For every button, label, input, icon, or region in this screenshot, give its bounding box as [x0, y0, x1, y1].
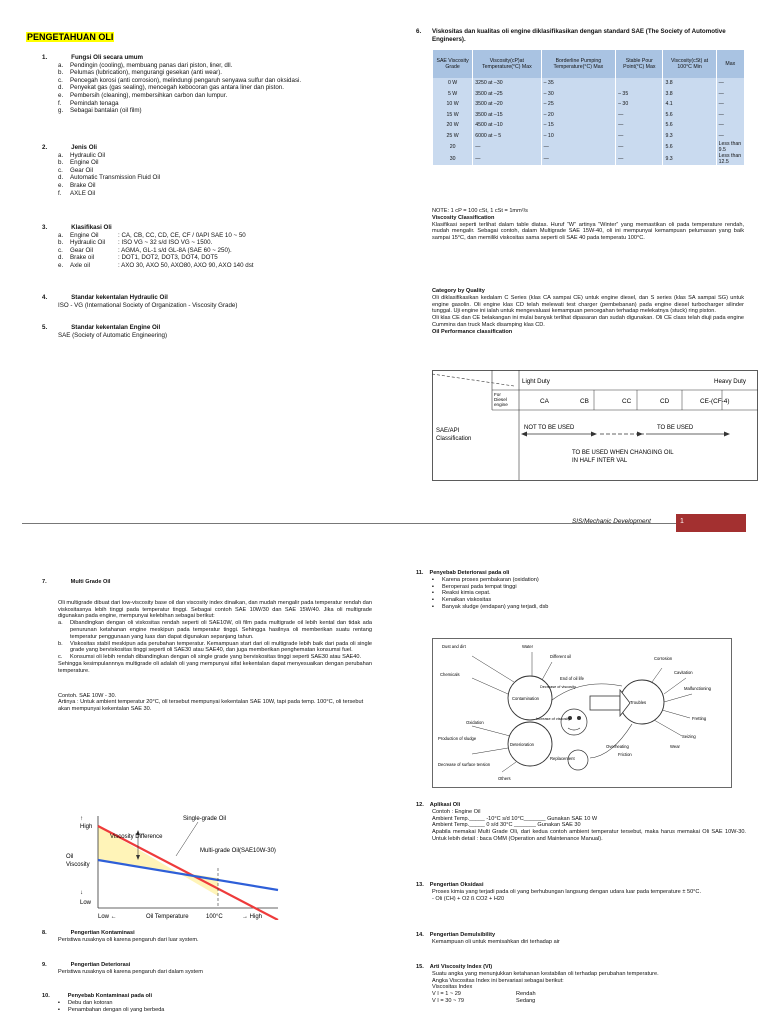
section-number: 9.	[42, 962, 47, 968]
list-value: : ISO VG ~ 32 s/d ISO VG ~ 1500.	[118, 239, 213, 247]
table-cell: 9.3	[663, 153, 716, 165]
vi-row	[432, 998, 746, 1005]
list-marker: f.	[58, 99, 62, 107]
table-cell: Less than 9.5	[716, 141, 744, 153]
oil-drop-icon	[561, 709, 587, 735]
list-value: : AGMA, GL-1 s/d GL-8A (SAE 60 ~ 250).	[118, 246, 232, 254]
y-axis-up-arrow: ↑	[80, 816, 83, 822]
table-cell: 20	[433, 141, 473, 153]
list-text: Pendingin (cooling), membuang panas dari piston, liner, dll.	[70, 61, 233, 69]
list-label: Engine Oil	[70, 231, 99, 239]
table-cell: —	[616, 110, 663, 121]
table-cell: 3.8	[663, 78, 716, 89]
vi-level: Rendah	[516, 991, 536, 998]
table-row	[433, 153, 745, 165]
list-value: : AXO 30, AXO 50, AXO80, AXO 90, AXO 140 dst	[118, 261, 254, 269]
section-number: 12.	[416, 802, 424, 808]
section-heading: Pengertian Oksidasi	[429, 882, 484, 888]
section-3	[42, 224, 372, 270]
section-heading: Pengertian Demulsibility	[429, 932, 496, 938]
end-of-oil-life-label: End of oil life	[560, 676, 584, 681]
table-cell: —	[541, 141, 616, 153]
corrosion-label: Corrosion	[654, 656, 673, 661]
section-9	[42, 962, 372, 976]
list-marker: d.	[58, 174, 64, 182]
list-text: Pemindah tenaga	[70, 99, 119, 107]
wear-label: Wear	[670, 744, 680, 749]
section-6	[416, 28, 742, 43]
section-number: 3.	[42, 224, 48, 231]
vi-table	[432, 991, 746, 1005]
replacement-label: Replacement	[550, 756, 575, 761]
multigrade-viscosity-chart	[58, 808, 288, 920]
list-item	[432, 577, 746, 584]
list-value: : CA, CB, CC, CD, CE, CF / 0API SAE 10 ~ 50	[118, 231, 246, 239]
list-item	[432, 604, 746, 611]
section-14	[416, 932, 746, 946]
section-body: Peristiwa rusaknya oli karena pengaruh dari dalam system	[58, 968, 203, 975]
list-text: Viskositas stabil meskipun ada perubahan temperatur. Kemampuan start dari oli multigrade lebih baik dari pada oli single grade yang berviskositas tinggi seperti oli SAE30 atau SAE40, dan juga memberikan penghematan konsumsi fuel.	[70, 640, 372, 654]
table-cell: —	[616, 153, 663, 165]
example-text: Artinya : Untuk ambient temperatur 20°C, oli tersebut mempunyai kekentalan SAE 10W, tapi pada temp. 100°C, oli tersebut akan mempunyai kekentalan SAE 30.	[58, 699, 364, 713]
list-label: Brake oil	[70, 254, 95, 262]
to-be-used-label: TO BE USED	[657, 425, 694, 431]
vi-row	[432, 991, 746, 998]
sae-viscosity-table	[432, 50, 744, 165]
table-cell: —	[616, 120, 663, 131]
table-header-row	[433, 50, 745, 78]
list-marker: a.	[58, 620, 63, 627]
footer-page-number: 1	[680, 518, 684, 525]
list-marker: e.	[58, 261, 64, 269]
list-item	[432, 597, 746, 604]
section-heading: Standar kekentalan Hydraulic Oil	[71, 294, 168, 301]
list-item	[58, 654, 372, 661]
bullet-icon: ▪	[432, 603, 434, 610]
table-cell: —	[716, 89, 744, 100]
table-cell: —	[541, 153, 616, 165]
section-heading: Arti Viscosity Index (VI)	[429, 964, 493, 970]
list-text: Brake Oil	[70, 181, 96, 189]
list-item	[58, 100, 372, 108]
subheading: Oil Performance classification	[432, 328, 513, 335]
table-cell: 4500 at –10	[473, 120, 541, 131]
list-item	[58, 641, 372, 655]
section-body: Peristiwa rusaknya oli karena pengaruh dari luar system.	[58, 936, 199, 943]
section-body: SAE (Society of Automatic Engineering)	[58, 331, 168, 339]
list-text: Penyekat gas (gas sealing), mencegah kebocoran gas antara liner dan piston.	[70, 84, 284, 92]
section-heading: Aplikasi Oli	[429, 802, 461, 808]
api-class-ca: CA	[540, 398, 549, 405]
list-item	[58, 1007, 372, 1014]
list-marker: c.	[58, 76, 63, 84]
formula: - Oli (CH) + O2 ß CO2 + H20	[432, 895, 505, 902]
table-cell: 4.1	[663, 99, 716, 110]
table-cell: 5.6	[663, 110, 716, 121]
multi-grade-label: Multi-grade Oil(SAE10W-30)	[200, 848, 276, 854]
table-cell: – 35	[541, 78, 616, 89]
section-13	[416, 882, 746, 902]
table-cell: Less than 12.5	[716, 153, 744, 165]
decrease-viscosity-label: Decrease of viscosity	[540, 685, 576, 689]
dust-label: Dust and dirt	[442, 644, 466, 649]
table-cell: 30	[433, 153, 473, 165]
category-by-quality	[432, 288, 744, 336]
table-row	[433, 131, 745, 142]
list-item	[58, 620, 372, 640]
water-label: Water	[522, 644, 534, 649]
list-marker: d.	[58, 254, 64, 262]
heavy-duty-label: Heavy Duty	[714, 378, 746, 385]
section-10	[42, 993, 372, 1013]
list-marker: d.	[58, 84, 64, 92]
table-cell: – 30	[616, 99, 663, 110]
api-class-cd: CD	[660, 398, 670, 405]
section-list	[58, 620, 372, 661]
list-text: Konsumsi oli lebih rendah dibandingkan dengan oli single grade yang berviskositas tinggi seperti SAE30 atau SAE40.	[70, 654, 362, 661]
table-cell: —	[716, 120, 744, 131]
example-line: Ambient Temp._____ 0 s/d 30°C _______ Gunakan SAE 30	[432, 822, 581, 829]
list-text: Banyak sludge (endapan) yang terjadi, dsb	[442, 603, 549, 610]
y-axis-label-line1: Oil	[66, 854, 74, 860]
list-item	[432, 584, 746, 591]
list-marker: b.	[58, 159, 64, 167]
section-heading: Viskositas dan kualitas oli engine diklasifikasikan dengan standard SAE (The Society of Automotive Engineers).	[432, 28, 726, 43]
table-header-cell: Max	[716, 50, 744, 78]
table-row	[433, 110, 745, 121]
paragraph: Klasifikasi seperti terlihat dalam table diatas. Huruf “W” artinya “Winter” yang memastikan oli pada temperature rendah, mudah mengalir. Sebagai contoh, dalam Multigrade SAE 15W-40, oli ini mempunyai kemampuan pelumasan yang baik sampai 15°C, dan memiliki viskositas sama seperti oli SAE 40 pada temperatu 100°C.	[432, 221, 744, 242]
vi-range: V I = 30 ~ 79	[432, 997, 465, 1004]
multi-grade-line	[98, 860, 278, 890]
y-axis-high-label: High	[80, 824, 93, 830]
chemicals-label: Chemicals	[440, 672, 460, 677]
oxidation-label: Oxidation	[466, 720, 484, 725]
section-heading: Klasifikasi Oli	[71, 224, 112, 231]
section-heading: Penyebab Kontaminasi pada oli	[67, 993, 153, 999]
list-text: Hydraulic Oil	[70, 151, 106, 159]
table-cell: – 25	[541, 99, 616, 110]
section-number: 5.	[42, 324, 48, 331]
table-cell: 6000 at – 5	[473, 131, 541, 142]
list-value: : DOT1, DOT2, DOT3, DOT4, DOT5	[118, 254, 218, 262]
table-cell: – 20	[541, 110, 616, 121]
example-line: Contoh : Engine Oil	[432, 808, 481, 815]
list-text: Penambahan dengan oli yang berbeda	[68, 1006, 165, 1013]
table-body	[433, 78, 745, 165]
table-cell: 3.8	[663, 89, 716, 100]
table-cell: 3500 at –15	[473, 110, 541, 121]
list-item	[58, 152, 372, 160]
section-number: 11.	[416, 570, 424, 576]
bullet-icon: ▪	[432, 597, 434, 604]
y-axis-low-label: Low	[80, 900, 92, 906]
section-number: 2.	[42, 144, 48, 151]
table-header-cell: Borderline Pumping Temperature(°C) Max	[541, 50, 616, 78]
list-text: Sebagai bantalan (oil film)	[70, 107, 142, 115]
contamination-label: Contamination	[512, 696, 540, 701]
list-item	[58, 69, 372, 77]
x-axis-low-label: Low ←	[98, 914, 117, 920]
table-cell: 3500 at –25	[473, 89, 541, 100]
table-cell: —	[716, 131, 744, 142]
section-number: 15.	[416, 964, 424, 970]
list-marker: b.	[58, 69, 64, 77]
section-heading: Standar kekentalan Engine Oil	[71, 324, 161, 331]
malfunctioning-label: Malfunctioning	[684, 686, 712, 691]
section-heading: Pengertian Kontaminasi	[70, 930, 135, 936]
section-8	[42, 930, 372, 944]
list-item	[58, 174, 372, 182]
list-item	[58, 84, 372, 92]
vi-level: Sedang	[516, 997, 536, 1004]
table-cell: —	[473, 141, 541, 153]
footer-text: SIS/Mechanic Development	[572, 518, 651, 525]
section-body: ISO - VG (International Society of Organization - Viscosity Grade)	[58, 301, 238, 309]
table-header-cell: Viscosity(cP)at Temperature(°C) Max	[473, 50, 541, 78]
section-number: 4.	[42, 294, 48, 301]
table-cell: 3500 at –20	[473, 99, 541, 110]
table-cell: 25 W	[433, 131, 473, 142]
production-sludge-label: Production of sludge	[438, 736, 477, 741]
deterioration-label: Deterioration	[510, 742, 534, 747]
list-text: Karena proses pembakaran (oxidation)	[442, 576, 539, 583]
footer-page-box	[676, 514, 746, 532]
list-item	[58, 254, 372, 262]
api-class-ce-cf-4-: CE-(CF-4)	[700, 398, 730, 405]
list-text: AXLE Oil	[70, 189, 96, 197]
list-item	[58, 107, 372, 115]
section-list	[58, 152, 372, 198]
section-11	[416, 570, 746, 611]
list-text: Reaksi kimia cepat.	[442, 590, 491, 597]
sae-api-label: SAE/API Classification	[436, 428, 472, 442]
paragraph: Oli klas CE dan CE belakangan ini mulai banyak terlihat dipasaran dan sudah digunakan. Oli CE class telah diuji pada engine Cummins dan truck Mack disamping klas CD.	[432, 315, 744, 328]
table-note: NOTE: 1 cP = 100 cSt, 1 cSt = 1mm²/s	[432, 208, 528, 214]
list-label: Hydraulic Oil	[70, 239, 106, 247]
table-row	[433, 78, 745, 89]
table-cell: 5 W	[433, 89, 473, 100]
table-cell: —	[716, 78, 744, 89]
table-cell: 20 W	[433, 120, 473, 131]
list-marker: a.	[58, 151, 64, 159]
table-cell: —	[716, 99, 744, 110]
list-text: Debu dan kotoran	[68, 999, 113, 1006]
single-grade-line	[98, 826, 278, 920]
list-text: Beroperasi pada tempat tinggi	[442, 583, 517, 590]
section-number: 6.	[416, 28, 422, 35]
section-number: 8.	[42, 930, 47, 936]
list-item	[58, 92, 372, 100]
bullet-icon: ▪	[432, 590, 434, 597]
table-cell: 15 W	[433, 110, 473, 121]
list-item	[58, 167, 372, 175]
list-marker: a.	[58, 61, 64, 69]
paragraph: Suatu angka yang menunjukkan ketahanan kestabilan oli terhadap perubahan temperature.	[432, 970, 659, 977]
list-marker: f.	[58, 189, 62, 197]
fretting-label: Fretting	[692, 716, 707, 721]
x-axis-label: Oil Temperature	[146, 914, 189, 920]
list-marker: c.	[58, 654, 63, 661]
section-heading: Jenis Oli	[71, 144, 97, 151]
section-number: 10.	[42, 993, 50, 999]
section-5	[42, 324, 372, 339]
table-cell: 3250 at –30	[473, 78, 541, 89]
page-title: PENGETAHUAN OLI	[27, 32, 114, 42]
list-marker: g.	[58, 107, 64, 115]
cavitation-label: Cavitation	[674, 670, 693, 675]
table-header-cell: Stable Pour Point(°C) Max	[616, 50, 663, 78]
overheating-label: Overheating	[606, 744, 629, 749]
x-axis-100c-label: 100°C	[206, 914, 223, 920]
bullet-icon: ▪	[58, 1006, 60, 1013]
table-cell: – 10	[541, 131, 616, 142]
list-item	[58, 239, 372, 247]
list-text: Pencegah korosi (anti corrosion), melindungi pengaruh senyawa sulfur dan oksidasi.	[70, 76, 302, 84]
viscosity-difference-label: Viscosity Difference	[110, 834, 163, 840]
section-number: 14.	[416, 932, 424, 938]
table-header-cell: Viscosity(cSt) at 100°C Min	[663, 50, 716, 78]
paragraph: Oli multigrade dibuat dari low-viscosity base oil dan viscosity index dinaikan, dan mudah mengalir pada temperatur rendah dan viskositasnya lebih tinggi pada temperatur tinggi. Sebagai contoh SAE 10W/30 dan SAE 15W/40. Jika oli multigrade digunakan pada engine, mempunyai kelebihan sebagai berikut:	[58, 599, 372, 620]
list-item	[58, 1000, 372, 1007]
list-text: Automatic Transmission Fluid Oil	[70, 174, 161, 182]
seizing-label: Seizing	[682, 734, 696, 739]
decrease-surface-tension-label: Decrease of surface tension	[438, 762, 491, 767]
table-cell: —	[473, 153, 541, 165]
bullet-icon: ▪	[58, 999, 60, 1006]
list-marker: e.	[58, 181, 64, 189]
oil-performance-diagram	[432, 370, 758, 482]
viscosity-classification	[432, 208, 744, 242]
list-item	[58, 182, 372, 190]
list-text: Pembersih (cleaning), membersihkan carbon dan lumpur.	[70, 91, 228, 99]
table-cell: 10 W	[433, 99, 473, 110]
paragraph: Sehingga kesimpulannnya multigrade oli adalah oli yang mempunyai sifat kekentalan dapat menyesuaikan dengan perubahan temperature.	[58, 660, 372, 674]
section-heading: Penyebab Deteriorasi pada oli	[429, 570, 510, 576]
table-cell: – 15	[541, 120, 616, 131]
bullet-icon: ▪	[432, 576, 434, 583]
y-axis-label-line2: Viscosity	[66, 862, 90, 868]
paragraph: Angka Viscositas Index ini bervariasi sebagai berikut:	[432, 977, 564, 984]
table-cell: —	[616, 141, 663, 153]
troubles-label: Troubles	[630, 700, 647, 705]
changing-oil-label: TO BE USED WHEN CHANGING OIL IN HALF INTER VAL	[572, 450, 674, 464]
table-header-cell: SAE Viscosity Grade	[433, 50, 473, 78]
paragraph: Oli diklasifikasikan kedalam C Series (klas CA sampai CE) untuk engine diesel, dan S series (klas SA sampai SG) untuk engine gasolin. Oli engine klas CD telah melewati test charger (pembebanan) pada engine diesel turbocharger silinder tunggal. Uji engine ini ialah untuk mengevaluasi kemampuan pencegahan terhadap melekatnya (stuck) ring piston.	[432, 294, 744, 315]
single-grade-label: Single-grade Oil	[183, 816, 227, 822]
example-line: Contoh. SAE 10W - 30.	[58, 692, 117, 699]
vi-range: V I = 1 ~ 29	[432, 991, 461, 998]
arrow-to-troubles	[590, 696, 620, 710]
section-2	[42, 144, 372, 197]
paragraph: Proses kimia yang terjadi pada oli yang berhubungan langsung dengan udara luar pada temperature ± 50°C.	[432, 888, 702, 895]
section-4	[42, 294, 372, 309]
increase-viscosity-label: Increase of viscosity	[536, 717, 571, 721]
friction-label: Friction	[618, 752, 632, 757]
table-cell: —	[616, 131, 663, 142]
table-row	[433, 120, 745, 131]
list-item	[58, 262, 372, 270]
table-cell: 0 W	[433, 78, 473, 89]
list-item	[58, 232, 372, 240]
list-text: Kenaikan viskositas	[442, 597, 492, 604]
section-list	[58, 232, 372, 270]
list-marker: c.	[58, 246, 63, 254]
list-label: Gear Oil	[70, 246, 94, 254]
list-item	[58, 247, 372, 255]
subheading: Category by Quality	[432, 288, 485, 294]
section-heading: Multi Grade Oil	[70, 579, 111, 585]
list-marker: c.	[58, 166, 63, 174]
list-marker: a.	[58, 231, 64, 239]
table-cell	[616, 78, 663, 89]
table-cell: – 30	[541, 89, 616, 100]
section-list	[58, 62, 372, 115]
section-body: Kemampuan oli untuk memisahkan diri terhadap air	[432, 938, 560, 945]
list-item	[58, 190, 372, 198]
section-15	[416, 964, 746, 1005]
section-12	[416, 802, 746, 843]
section-number: 13.	[416, 882, 424, 888]
list-marker: e.	[58, 91, 64, 99]
list-item	[432, 590, 746, 597]
list-text: Pelumas (lubrication), mengurangi gesekan (anti wear).	[70, 69, 223, 77]
list-item	[58, 77, 372, 85]
section-number: 1.	[42, 54, 48, 61]
section-list	[432, 577, 746, 611]
table-cell: – 35	[616, 89, 663, 100]
table-row	[433, 141, 745, 153]
y-axis-down-arrow: ↓	[80, 890, 83, 896]
list-text: Engine Oil	[70, 159, 99, 167]
table-cell: 5.6	[663, 120, 716, 131]
section-number: 7.	[42, 579, 47, 585]
others-label: Others	[498, 776, 511, 781]
list-item	[58, 159, 372, 167]
table-cell: 5.6	[663, 141, 716, 153]
section-list	[58, 1000, 372, 1014]
table-row	[433, 99, 745, 110]
list-marker: b.	[58, 640, 63, 647]
list-label: Axle oil	[70, 261, 90, 269]
for-diesel-label: For Diesel engine	[494, 392, 508, 407]
light-duty-label: Light Duty	[522, 378, 550, 385]
api-class-cb: CB	[580, 398, 589, 405]
bullet-icon: ▪	[432, 583, 434, 590]
list-marker: b.	[58, 239, 64, 247]
table-cell: 9.3	[663, 131, 716, 142]
deterioration-diagram	[432, 638, 732, 788]
paragraph: Viscositas Index	[432, 984, 473, 991]
list-text: Gear Oil	[70, 166, 94, 174]
not-to-be-used-label: NOT TO BE USED	[524, 425, 575, 431]
section-heading: Fungsi Oli secara umum	[71, 54, 144, 61]
paragraph: Apabila memakai Multi Grade Oli, dari kedua contoh ambient temperatur tersebut, maka harus memakai Oli SAE 10W-30. Untuk lebih detail : baca OMM (Operation and Maintenance Manual).	[432, 829, 746, 842]
x-axis-high-label: → High	[242, 914, 263, 920]
list-item	[58, 62, 372, 70]
different-oil-label: Different oil	[550, 654, 572, 659]
section-heading: Pengertian Deteriorasi	[70, 962, 131, 968]
api-class-cc: CC	[622, 398, 632, 405]
list-text: Dibandingkan dengan oli viskositas rendah seperti oli SAE10W, oli film pada multigrade oil lebih kental dan tidak ada penurunan ketahanan engine meskipun pada temperatur tinggi. Sehingga hasilnya oli memberikan suatu rentang temperatur penggunaan yang luas dan dapat digunakan sepanjang tahun.	[70, 620, 372, 640]
example-line: Ambient Temp._____ -10°C s/d 10°C_______ Gunakan SAE 10 W	[432, 815, 598, 822]
section-7	[42, 579, 372, 713]
table-row	[433, 89, 745, 100]
table-cell: —	[716, 110, 744, 121]
section-1	[42, 54, 372, 115]
subheading: Viscosity Classification	[432, 214, 495, 221]
